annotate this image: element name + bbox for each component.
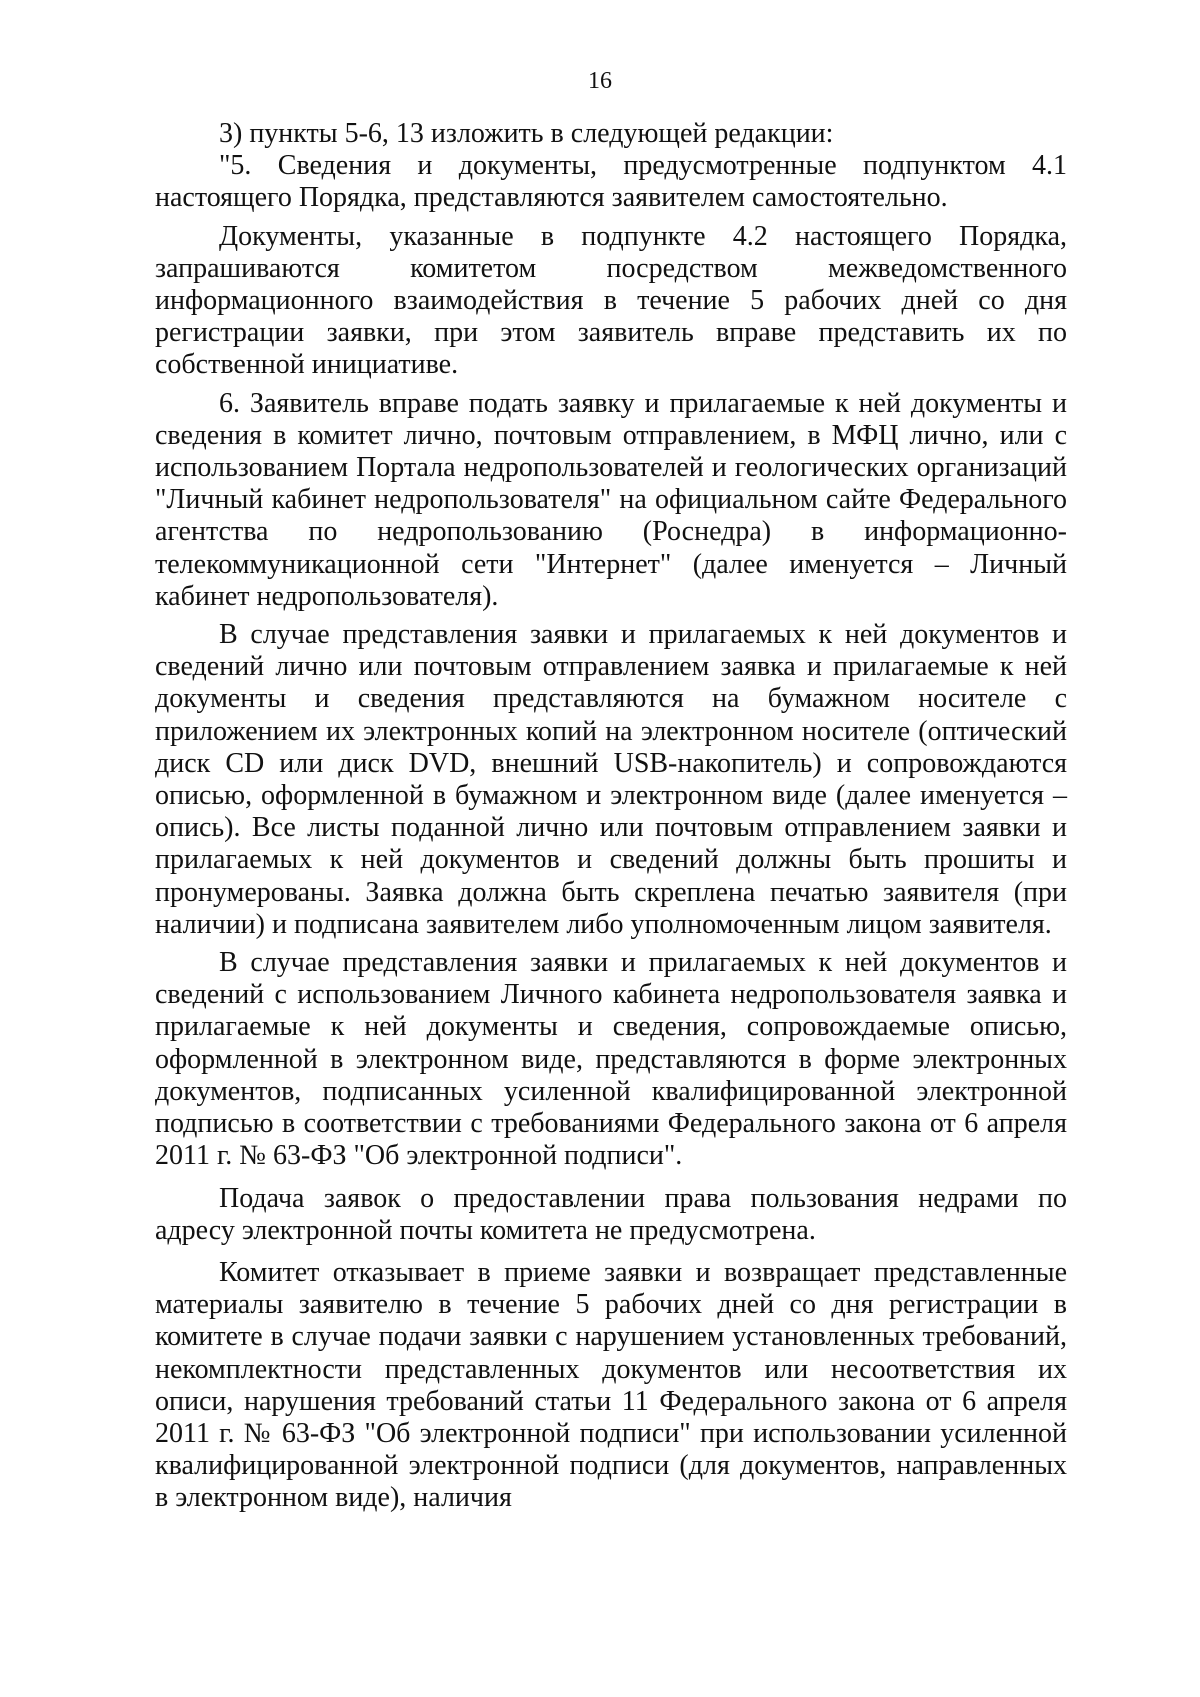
paragraph-item-6: 6. Заявитель вправе подать заявку и прилагаемые к ней документы и сведения в комитет лично, почтовым отправлением, в МФЦ лично, или с использованием Портала недропользователей и геологических организаций "Личный кабинет недропользователя" на официальном сайте Федерального агентства по недропользованию (Роснедра) в информационно-телекоммуникационной сети "Интернет" (далее именуется – Личный кабинет недропользователя). xyxy=(155,387,1067,612)
paragraph-electronic-submission: В случае представления заявки и прилагаемых к ней документов и сведений с использованием Личного кабинета недропользователя заявка и прилагаемые к ней документы и сведения, сопровождаемые описью, оформленной в электронном виде, представляются в форме электронных документов, подписанных усиленной квалифицированной электронной подписью в соответствии с требованиями Федерального закона от 6 апреля 2011 г. № 63-ФЗ "Об электронной подписи". xyxy=(155,947,1067,1172)
paragraph-paper-submission: В случае представления заявки и прилагаемых к ней документов и сведений лично или почтовым отправлением заявка и прилагаемые к ней документы и сведения представляются на бумажном носителе с приложением их электронных копий на электронном носителе (оптический диск CD или диск DVD, внешний USB-накопитель) и сопровождаются описью, оформленной в бумажном и электронном виде (далее именуется – опись). Все листы поданной лично или почтовым отправлением заявки и прилагаемых к ней документов и сведений должны быть прошиты и пронумерованы. Заявка должна быть скреплена печатью заявителя (при наличии) и подписана заявителем либо уполномоченным лицом заявителя. xyxy=(155,619,1067,940)
page-number: 16 xyxy=(588,68,612,94)
paragraph-item-5: "5. Сведения и документы, предусмотренные подпунктом 4.1 настоящего Порядка, представляются заявителем самостоятельно. xyxy=(155,150,1067,214)
document-body xyxy=(155,118,1067,1515)
paragraph-amendment-intro: 3) пункты 5-6, 13 изложить в следующей редакции: xyxy=(219,118,834,149)
paragraph-refusal-grounds: Комитет отказывает в приеме заявки и возвращает представленные материалы заявителю в течение 5 рабочих дней со дня регистрации в комитете в случае подачи заявки с нарушением установленных требований, некомплектности представленных документов или несоответствия их описи, нарушения требований статьи 11 Федерального закона от 6 апреля 2011 г. № 63-ФЗ "Об электронной подписи" при использовании усиленной квалифицированной электронной подписи (для документов, направленных в электронном виде), наличия xyxy=(155,1256,1067,1514)
paragraph-email-not-accepted: Подача заявок о предоставлении права пользования недрами по адресу электронной почты комитета не предусмотрена. xyxy=(155,1182,1067,1246)
paragraph-documents-requested: Документы, указанные в подпункте 4.2 настоящего Порядка, запрашиваются комитетом посредством межведомственного информационного взаимодействия в течение 5 рабочих дней со дня регистрации заявки, при этом заявитель вправе представить их по собственной инициативе. xyxy=(155,220,1067,381)
